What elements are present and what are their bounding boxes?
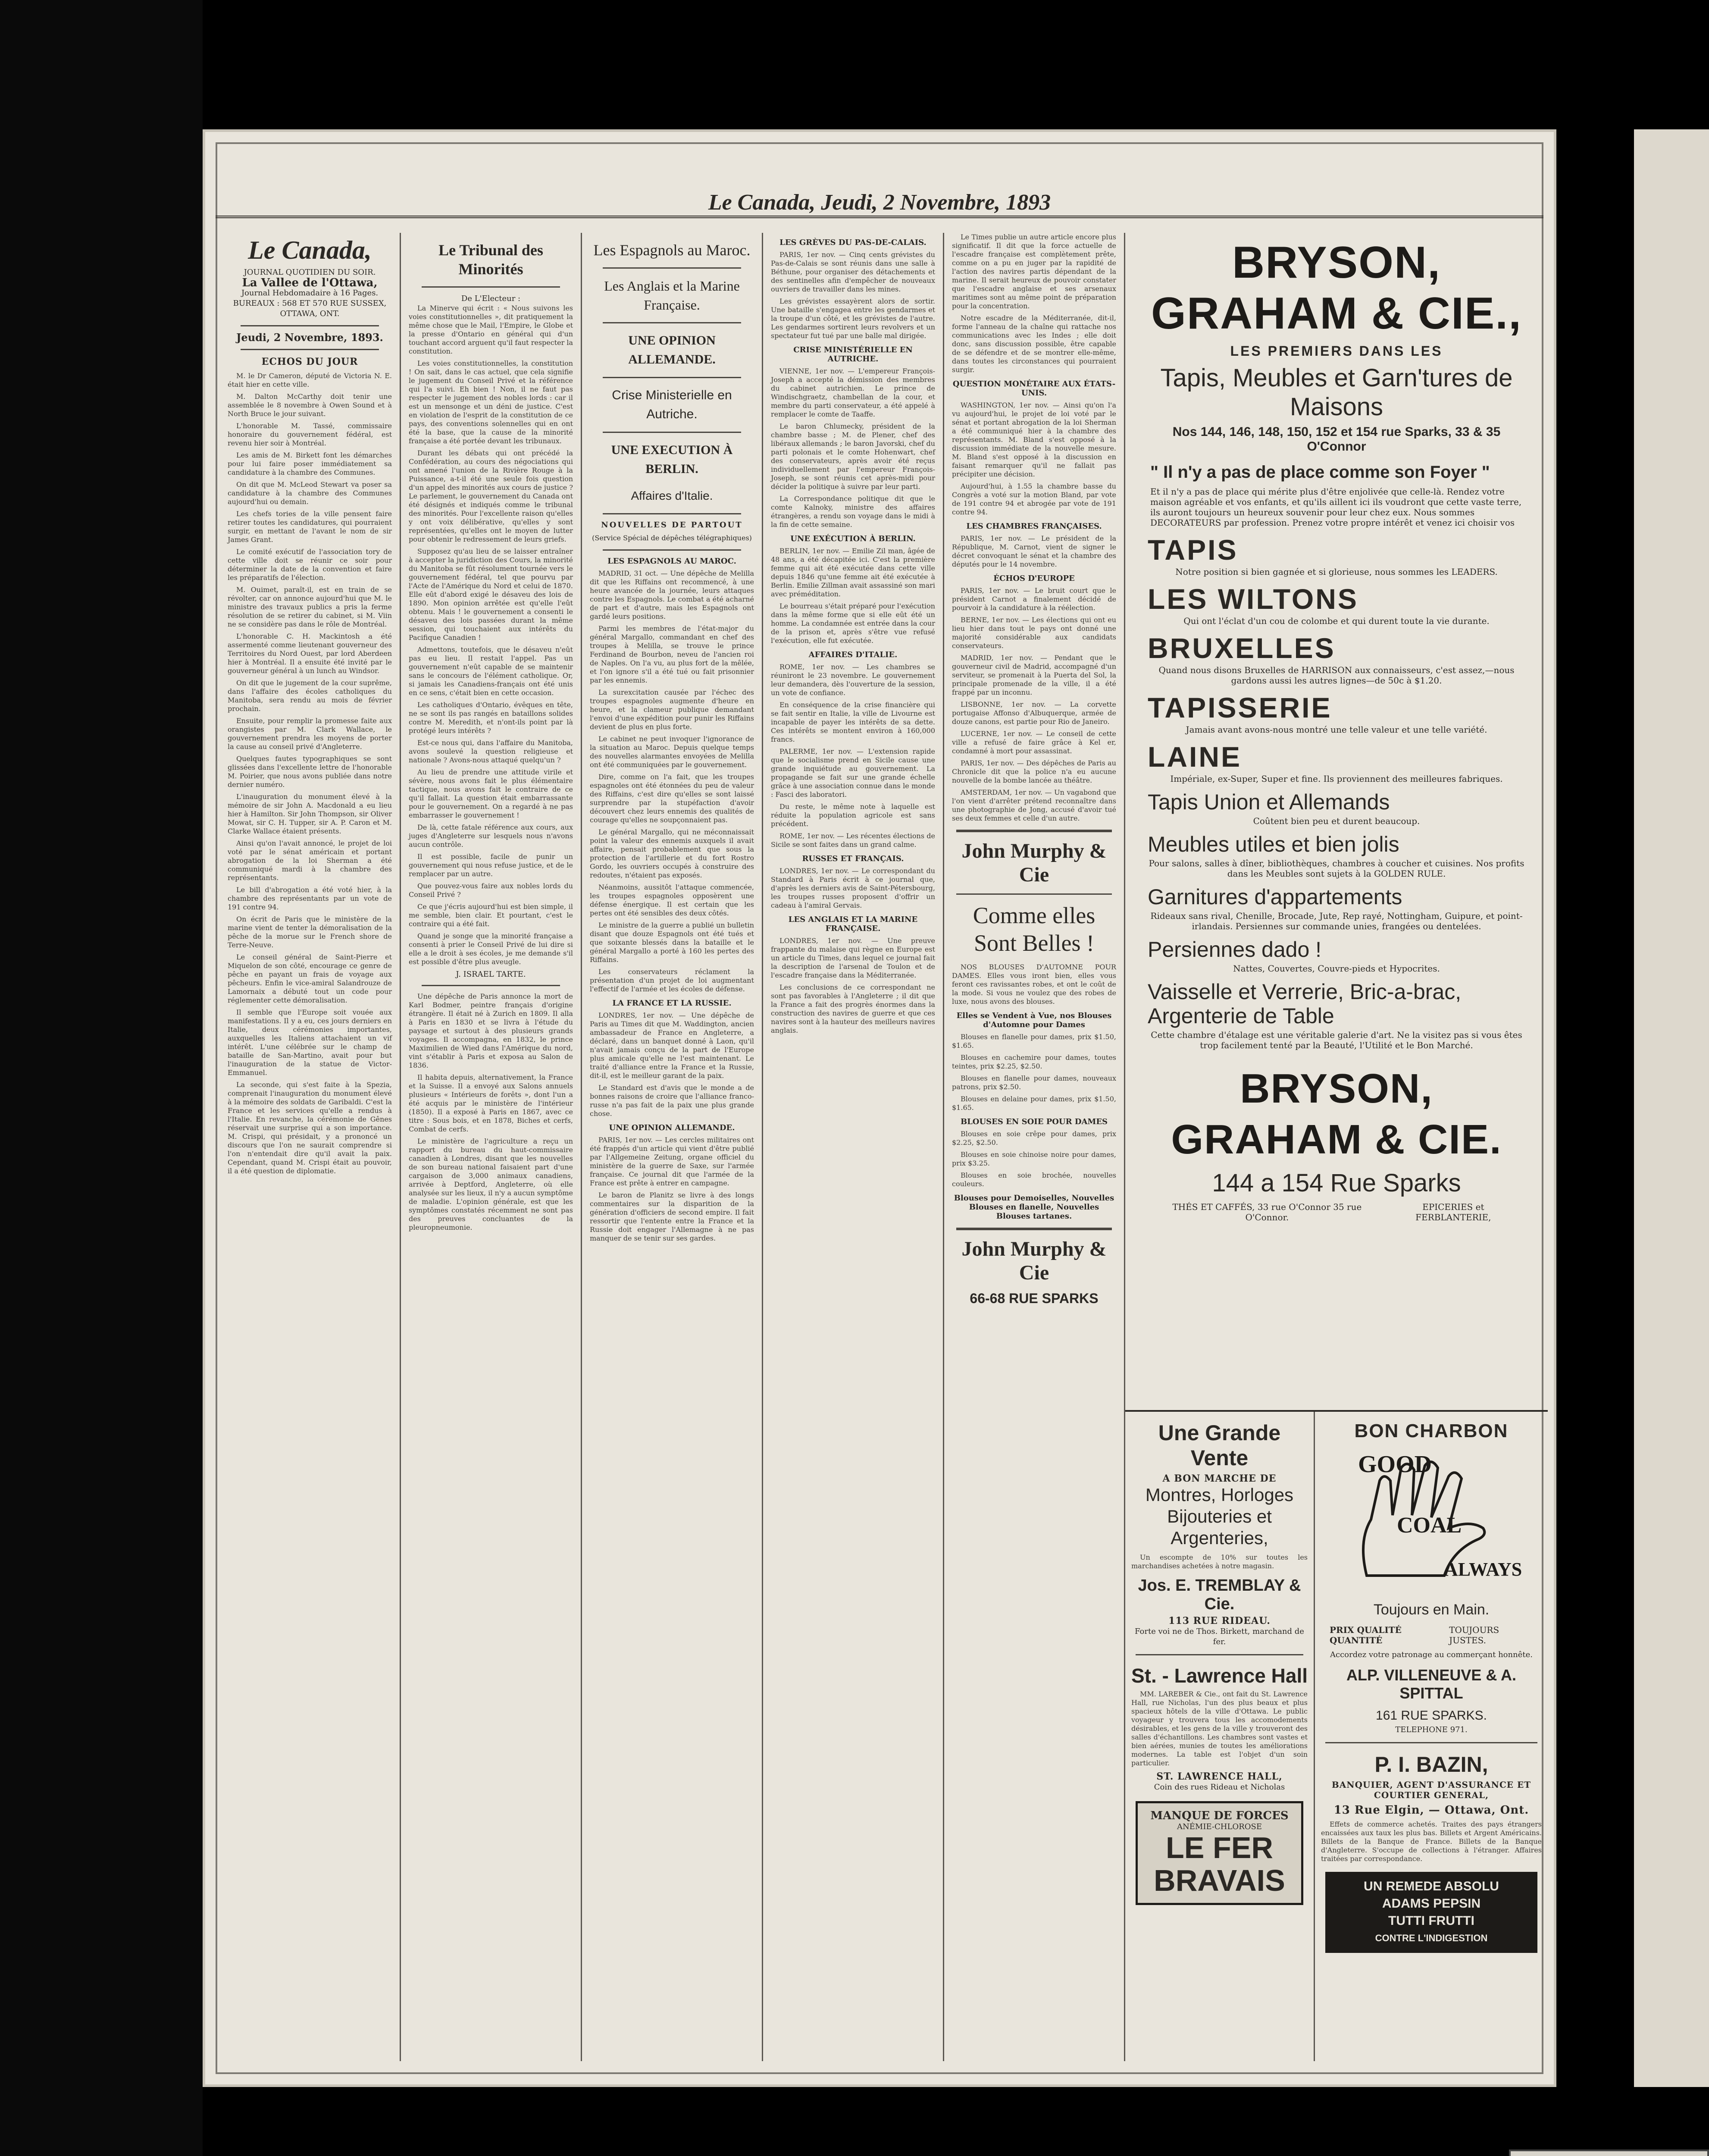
ad-vente-sub: A BON MARCHE DE [1162, 1473, 1277, 1484]
paragraph: BERNE, 1er nov. — Les élections qui ont eu lieu hier dans tout le pays ont donné une majorité considérable aux candidats conservateurs. [952, 616, 1116, 650]
paragraph: L'honorable M. Tassé, commissaire honoraire du gouvernement fédéral, est revenu hier soir à Montréal. [228, 422, 392, 447]
paragraph: LUCERNE, 1er nov. — Le conseil de cette ville a refusé de faire grâce à Kel er, condamné à mort pour assassinat. [952, 730, 1116, 755]
news-text [952, 534, 1116, 569]
ad-vente-address: 113 RUE RIDEAU. [1168, 1615, 1271, 1626]
subhead: AFFAIRES D'ITALIE. [808, 650, 898, 659]
lower-ads [1125, 1410, 1548, 2061]
news-text [590, 569, 754, 993]
list-item: Blouses en flanelle pour dames, prix $1.50, $1.65. [952, 1033, 1116, 1050]
microfilm-label [1509, 2150, 1709, 2156]
ad-fer-line1: MANQUE DE FORCES [1150, 1809, 1289, 1822]
paragraph: Le ministre de la guerre a publié un bulletin disant que douze Espagnols ont été tués et que soixante blessés dans la bataille et le général Margallo a porté à 160 les pertes des Riffains. [590, 921, 754, 964]
ad-hall-name: ST. LAWRENCE HALL, [1156, 1771, 1283, 1782]
paragraph: Du reste, le même note à laquelle est réduite la population agricole est sans précédent. [771, 802, 935, 828]
paragraph: Les conclusions de ce correspondant ne sont pas favorables à l'Angleterre ; il dit que la France a fait des progrès énormes dans la construction des navires de guerre et que ces navires sont à la hauteur des meilleurs navires anglais. [771, 983, 935, 1034]
ad-charbon-body: Accordez votre patronage au commerçant honnête. [1330, 1650, 1533, 1659]
paragraph: Les conservateurs réclament la présentation d'un projet de loi augmentant l'effectif de l'armée et les écoles de défense. [590, 968, 754, 993]
ad-remede-line2: ADAMS PEPSIN [1382, 1896, 1481, 1911]
ad-desc: Pour salons, salles à dîner, bibliothèques, chambres à coucher et cuisines. Nos profits dans les Meubles sont sujets à la GOLDEN RULE. [1149, 858, 1524, 879]
ad-desc: Nattes, Couvertes, Couvre-pieds et Hypocrites. [1233, 963, 1440, 974]
paragraph: On écrit de Paris que le ministère de la marine vient de tenter la démoralisation de la pêche de la morue sur le French shore de Terre-Neuve. [228, 915, 392, 949]
paragraph: Une dépêche de Paris annonce la mort de Karl Bodmer, peintre français d'origine étrangère. Il était né à Zurich en 1809. Il alla à Paris en 1830 et se livra à l'étude du paysage et surtout à des plusieurs grands voyages. Il accompagna, en 1832, le prince Maximilien de Wied dans l'Amérique du nord, vint s'établir à Paris et exposa au Salon de 1836. [409, 992, 573, 1069]
coal-text: COAL [1397, 1513, 1462, 1538]
ad-bryson2-footer [1142, 1202, 1531, 1222]
news-text [952, 586, 1116, 823]
ad-word-tapis-union: Tapis Union et Allemands [1148, 790, 1390, 814]
ad-charbon-justes: TOUJOURS JUSTES. [1449, 1625, 1499, 1645]
subhead: LES CHAMBRES FRANÇAISES. [966, 522, 1102, 531]
paragraph: Aujourd'hui, à 1.55 la chambre basse du Congrès a voté sur la motion Bland, par vote de 191 contre 94 et abrogée par vote de 191 contre 94. [952, 482, 1116, 516]
ad-desc: Impériale, ex-Super, Super et fine. Ils proviennent des meilleures fabriques. [1170, 774, 1503, 784]
ad-bryson-sub: LES PREMIERS DANS LES [1230, 343, 1443, 359]
ad-murphy-footer: Blouses pour Demoiselles, Nouvelles Blouses en flanelle, Nouvelles Blouses tartanes. [954, 1194, 1114, 1221]
paragraph: La surexcitation causée par l'échec des troupes espagnoles augmente d'heure en heure, et la clameur publique demandant l'envoi d'une expédition pour punir les Riffains devient de plus en plus forte. [590, 688, 754, 731]
ad-bazin-name: P. I. BAZIN, [1374, 1752, 1488, 1777]
paragraph: PARIS, 1er nov. — Le bruit court que le président Carnot a finalement décidé de pourvoir à la candidature à la réélection. [952, 586, 1116, 612]
echos-text [228, 372, 392, 1175]
paragraph: Durant les débats qui ont précédé la Confédération, au cours des négociations qui ont amené l'union de la Rivière Rouge à la Puissance, a-t-il été une seule fois question d'un appel des minorités aux cours de justice ? Le parlement, le gouvernement du Canada ont été désignés et indiqués comme le tribunal des minorités. Pour l'excellente raison qu'elles y ont voix délibérative, qu'elles y sont représentées, qu'elles ont le moyen de lutter pour obtenir le redressement de leurs griefs. [409, 449, 573, 543]
paragraph: LONDRES, 1er nov. — Une preuve frappante du malaise qui règne en Europe est un article du Times, dans lequel ce journal fait la description de l'arsenal de Toulon et de l'escadre française dans la Méditerranée. [771, 937, 935, 979]
column-2 [401, 233, 582, 2061]
paragraph: Les voies constitutionnelles, la constitution ! On sait, dans le cas actuel, que cela signifie le jugement du Conseil Privé et la référence qui l'a suivi. Eh bien ! Non, il ne faut pas respecter le jugement des nobles lords : car il est un mensonge et un déni de justice. C'est en violation de l'esprit de la constitution de ce pays, des conventions solennelles qui en ont été la base, que la cause de la minorité française a été portée devant les tribunaux. [409, 359, 573, 445]
paragraph: Le Standard est d'avis que le monde a de bonnes raisons de croire que l'alliance franco-russe n'a pas fait de la paix une plus grande chose. [590, 1084, 754, 1118]
paragraph: Il est possible, facile de punir un gouvernement qui nous refuse justice, et de le remplacer par un autre. [409, 852, 573, 878]
list-item: Blouses en soie chinoise noire pour dames, prix $3.25. [952, 1150, 1116, 1167]
lower-left-ads [1125, 1412, 1315, 2061]
ad-word-laine: LAINE [1148, 741, 1242, 773]
adjacent-page-edge [1634, 129, 1709, 2087]
paragraph: Effets de commerce achetés. Traites des pays étrangers encaissées aux taux les plus bas. Billets et Argent Américains. Billets de la Banque de France. Billets de la Banque d'Angleterre. S'occupe de collections à l'étranger. Affaires traitées par correspondance. [1321, 1820, 1542, 1863]
section-title: ECHOS DU JOUR [261, 356, 358, 367]
ad-charbon-title: BON CHARBON [1354, 1420, 1509, 1442]
column-1 [220, 233, 401, 2061]
nameplate-subtitle: JOURNAL QUOTIDIEN DU SOIR. [244, 268, 376, 277]
ad-word-wiltons: LES WILTONS [1148, 583, 1358, 615]
news-text [952, 233, 1116, 374]
paragraph: L'honorable C. H. Mackintosh a été assermenté comme lieutenant gouverneur des Territoires du Nord Ouest, par lord Aberdeen hier à Montréal. Il a ensuite été invité par le gouverneur général à un lunch au Windsor. [228, 632, 392, 675]
paragraph: Le bill d'abrogation a été voté hier, à la chambre des représentants par un vote de 191 contre 94. [228, 886, 392, 911]
paragraph: La Minerve qui écrit : « Nous suivons les voies constitutionnelles », dit pratiquement la même chose que le Mail, l'Empire, le Globe et la presse d'Ontario en général qui d'un touchant accord arguent qu'il faut respecter la constitution. [409, 304, 573, 355]
paragraph: Les grévistes essayèrent alors de sortir. Une bataille s'engagea entre les gendarmes et la troupe d'un côté, et les grévistes de l'autre. Les gendarmes sortirent leurs revolvers et un spectateur fut tué par une balle mal dirigée. [771, 297, 935, 340]
headline: UNE EXECUTION À BERLIN. [611, 443, 733, 476]
paragraph: Supposez qu'au lieu de se laisser entraîner à accepter la juridiction des Cours, la minorité du Manitoba se fût résolument tournée vers le gouvernement fédéral, tel que pourvu par l'Acte de l'Amérique du Nord et celui de 1870. Elle eût d'abord exigé le désaveu des lois de 1890. Mon opinion arrêtée est qu'elle l'eût obtenu. Mais ! le gouvernement a consenti le désaveu des lois passées durant la même session, qui touchaient aux intérêts du Pacifique Canadien ! [409, 547, 573, 642]
ad-murphy-text [952, 963, 1116, 1006]
ad-desc: Qui ont l'éclat d'un cou de colombe et qui durent toute la vie durante. [1183, 616, 1490, 626]
paragraph: MADRID, 31 oct. — Une dépêche de Melilla dit que les Riffains ont recommencé, à une heure avancée de la journée, leurs attaques contre les Espagnols. Le combat a été acharné de part et d'autre, mais les Espagnols ont gardé leurs positions. [590, 569, 754, 620]
ad-murphy-list [952, 1130, 1116, 1188]
ad-bryson-quote: " Il n'y a pas de place comme son Foyer " [1150, 463, 1490, 482]
ad-bryson [1133, 233, 1540, 1227]
ad-word-meubles: Meubles utiles et bien jolis [1148, 832, 1399, 856]
paragraph: On dit que le jugement de la cour suprême, dans l'affaire des écoles catholiques du Manitoba, sera rendu au mois de février prochain. [228, 679, 392, 713]
paragraph: Que pouvez-vous faire aux nobles lords du Conseil Privé ? [409, 882, 573, 899]
ad-bazin-title: BANQUIER, AGENT D'ASSURANCE ET COURTIER GENERAL, [1331, 1780, 1531, 1800]
ad-word-garnitures: Garnitures d'appartements [1148, 885, 1402, 909]
paragraph: PARIS, 1er nov. — Cinq cents grévistes du Pas-de-Calais se sont réunis dans une salle à Béthune, pour organiser des détachements et des sentinelles afin d'empêcher de nouveaux ouvriers de travailler dans les mines. [771, 251, 935, 293]
paragraph: Un escompte de 10% sur toutes les marchandises achetées à notre magasin. [1131, 1553, 1308, 1570]
ad-fer-line3: LE FER [1166, 1831, 1273, 1865]
paragraph: VIENNE, 1er nov. — L'empereur François-Joseph a accepté la démission des membres du cabinet autrichien. Le prince de Windischgraetz, chambellan de la cour, et membre du parti conservateur, a été appelé à remplacer le comte de Taaffe. [771, 367, 935, 418]
ad-word-tapisserie: TAPISSERIE [1148, 692, 1332, 724]
ad-desc: Cette chambre d'étalage est une véritable galerie d'art. Ne la visitez pas si vous êtes trop facilement tenté par la Beauté, l'Utilité et le Bon Marché. [1151, 1030, 1522, 1050]
list-item: Blouses en cachemire pour dames, toutes teintes, prix $2.25, $2.50. [952, 1053, 1116, 1070]
ad-bazin-body [1321, 1820, 1542, 1863]
edition-desc: Journal Hebdomadaire à 16 Pages. [241, 288, 379, 298]
paragraph: Au lieu de prendre une attitude virile et sévère, nous avons fait le plus élémentaire tactique, nous avons fait le contraire de ce qu'il fallait. La question était embarrassante pour le gouvernement. On a regardé à ne pas embarrasser le gouvernement ! [409, 768, 573, 819]
edition-name: La Vallee de l'Ottawa, [242, 276, 378, 289]
ad-word-bruxelles: BRUXELLES [1148, 632, 1336, 664]
subhead: ÉCHOS D'EUROPE [993, 574, 1075, 583]
news-text [771, 937, 935, 1035]
paragraph: Les catholiques d'Ontario, évêques en tête, ne se sont ils pas rangés en bataillons solides contre M. Meredith, et n'ont-ils point par là protégé leurs intérêts ? [409, 701, 573, 735]
paragraph: Il semble que l'Europe soit vouée aux manifestations. Il y a eu, ces jours derniers en Italie, deux cérémonies importantes, auxquelles les Italiens attachaient un vif intérêt. L'une célébrée sur le champ de bataille de San-Martino, avait pour but l'inauguration de la statue de Victor-Emmanuel. [228, 1008, 392, 1077]
ad-hall-title: St. - Lawrence Hall [1131, 1664, 1308, 1687]
ad-desc: Notre position si bien gagnée et si glorieuse, nous sommes les LEADERS. [1175, 567, 1498, 577]
headline: UNE OPINION ALLEMANDE. [628, 333, 716, 367]
paragraph: WASHINGTON, 1er nov. — Ainsi qu'on l'a vu aujourd'hui, le projet de loi voté par le sénat et portant abrogation de la loi Sherman a été communiqué hier à la chambre des représentants. M. Bland s'est opposé à la discussion immédiate de la nouvelle mesure. M. Bland s'est opposé à la discussion en faisant remarquer qu'il ne fallait pas précipiter une décision. [952, 401, 1116, 478]
news-text [771, 251, 935, 340]
news-text [590, 1136, 754, 1243]
paragraph: De là, cette fatale référence aux cours, aux juges d'Angleterre sur lesquels nous n'avons aucun contrôle. [409, 823, 573, 849]
ad-desc: Jamais avant avons-nous montré une telle valeur et une telle variété. [1186, 724, 1487, 735]
ad-vente-body [1131, 1553, 1308, 1570]
paragraph: Parmi les membres de l'état-major du général Margallo, commandant en chef des troupes à Melilla, se trouve le prince Ferdinand de Bourbon, neveu de l'ancien roi de Naples. On l'a vu, au plus fort de la mêlée, et l'on ignore s'il a été tué ou fait prisonnier par les ennemis. [590, 624, 754, 684]
paragraph: ROME, 1er nov. — Les récentes élections de Sicile se sont faites dans un grand calme. [771, 832, 935, 849]
ad-vente-name: Jos. E. TREMBLAY & Cie. [1138, 1576, 1301, 1613]
ad-bryson-name: BRYSON, GRAHAM & CIE., [1151, 238, 1522, 338]
ad-bryson-body: Et il n'y a pas de place qui mérite plus d'être enjolivée que celle-là. Rendez votre maison agréable et vos enfants, et qu'ils aillent ici ils voudront que cette vaste terre, ils auront toujours un heureux souvenir pour leur chez eux. Nous sommes DECORATEURS par profession. Prenez votre propre intérêt et venez ici choisir vos [1150, 486, 1522, 528]
subhead: LES GRÈVES DU PAS-DE-CALAIS. [779, 238, 926, 247]
article-signature: J. ISRAEL TARTE. [456, 970, 526, 979]
news-text [771, 367, 935, 529]
paragraph: La Correspondance politique dit que le comte Kalnoky, ministre des affaires étrangères, a rendu son voyage dans le midi à la fin de cette semaine. [771, 495, 935, 529]
ad-word-tapis: TAPIS [1148, 534, 1238, 566]
news-text [771, 867, 935, 910]
ad-word-persiennes: Persiennes dado ! [1148, 937, 1322, 962]
paragraph: Notre escadre de la Méditerranée, dit-il, forme l'anneau de la chaîne qui rattache nos communications avec les Indes ; elle doit donc, sans discussion possible, être capable de se défendre et de se montrer elle-même, dans toutes les circonstances qui pourraient surgir. [952, 314, 1116, 374]
ad-fer-line4: BRAVAIS [1154, 1864, 1285, 1897]
paragraph: LONDRES, 1er nov. — Le correspondant du Standard à Paris écrit à ce journal que, d'après les derniers avis de Saint-Pétersbourg, les troupes russes proposent d'offrir un cadeau à l'amiral Gervais. [771, 867, 935, 909]
paragraph: M. le Dr Cameron, député de Victoria N. E. était hier en cette ville. [228, 372, 392, 389]
paragraph: PARIS, 1er nov. — Le président de la République, M. Carnot, vient de signer le décret convoquant le sénat et la chambre des députés pour le 14 novembre. [952, 534, 1116, 568]
subhead: LES ESPAGNOLS AU MAROC. [607, 557, 736, 566]
ad-vente-items: Montres, Horloges Bijouteries et Argenteries, [1145, 1485, 1294, 1548]
list-item: Blouses en soie crêpe pour dames, prix $2.25, $2.50. [952, 1130, 1116, 1147]
paragraph: Quelques fautes typographiques se sont glissées dans l'excellente lettre de l'honorable M. Poirier, que nous avons publiée dans notre dernier numéro. [228, 755, 392, 789]
ad-vente-note: Forte voi ne de Thos. Birkett, marchand de fer. [1135, 1627, 1304, 1646]
paragraph: Le comité exécutif de l'association tory de cette ville doit se réunir ce soir pour déterminer la date de la convention et faire les préparatifs de l'élection. [228, 548, 392, 582]
ad-bryson-line: Tapis, Meubles et Garn'tures de Maisons [1160, 364, 1513, 421]
paragraph: LISBONNE, 1er nov. — La corvette portugaise Affonso d'Albuquerque, armée de douze canons, est partie pour Rio de Janeiro. [952, 700, 1116, 726]
paragraph: Ainsi qu'on l'avait annoncé, le projet de loi voté par le sénat américain et portant abrogation de la loi Sherman a été communiqué mardi à la chambre des représentants. [228, 839, 392, 882]
news-text [409, 992, 573, 1232]
ad-bryson2-address: 144 a 154 Rue Sparks [1212, 1169, 1461, 1197]
news-text [590, 1011, 754, 1118]
paragraph: Le bourreau s'était préparé pour l'exécution dans la même forme que si elle eût été un homme. La condamnée est entrée dans la cour de la prison et, après s'être vue refusé l'exécution, elle fut exécutée. [771, 602, 935, 645]
paragraph: Les amis de M. Birkett font les démarches pour lui faire poser immédiatement sa candidature à la chambre des Communes. [228, 451, 392, 476]
headline: Les Anglais et la Marine Française. [604, 278, 740, 313]
ad-murphy-address: 66-68 RUE SPARKS [970, 1291, 1099, 1306]
ad-murphy-name: John Murphy & Cie [961, 840, 1107, 886]
paragraph: L'inauguration du monument élevé à la mémoire de sir John A. Macdonald a eu lieu hier à Hamilton. Sir John Thompson, sir Oliver Mowat, sir C. H. Tupper, sir A. P. Caron et M. Clarke Wallace étaient présents. [228, 793, 392, 835]
paragraph: Quand je songe que la minorité française a consenti à prier le Conseil Privé de lui dire si elle a le droit à ses écoles, je me demande s'il est possible d'être plus aveugle. [409, 932, 573, 966]
list-item: Blouses en flanelle pour dames, nouveaux patrons, prix $2.50. [952, 1074, 1116, 1091]
ad-bazin-address: 13 Rue Elgin, — Ottawa, Ont. [1333, 1804, 1529, 1817]
column-5 [944, 233, 1125, 2061]
news-text [952, 401, 1116, 517]
paragraph: MM. LAREBER & Cie., ont fait du St. Lawrence Hall, rue Nicholas, l'un des plus beaux et plus spacieux hôtels de la ville d'Ottawa. Le public voyageur y trouvera tous les accomodements désirables, et les gens de la ville y trouveront des salles d'échantillons. Les chambres sont vastes et bien aérées, munies de toutes les améliorations modernes. La table est l'objet d'un soin particulier. [1131, 1690, 1308, 1767]
ad-bryson2-right: EPICERIES et FERBLANTERIE, [1415, 1202, 1491, 1222]
paragraph: Le baron Chlumecky, président de la chambre basse ; M. de Plener, chef des libéraux allemands ; le baron Javorski, chef du parti polonais et le comte Hohenwart, chef des conservateurs, après avoir été reçus individuellement par l'empereur François-Joseph, se sont réunis cet après-midi pour décider la politique à suivre par leur parti. [771, 422, 935, 491]
ad-charbon-row [1321, 1625, 1542, 1645]
list-item: Blouses en soie brochée, nouvelles couleurs. [952, 1171, 1116, 1188]
ad-fer-line2: ANÉMIE-CHLOROSE [1177, 1822, 1262, 1831]
good-text: GOOD [1358, 1451, 1432, 1478]
news-text [771, 663, 935, 849]
ad-alp-telephone: TELEPHONE 971. [1395, 1725, 1468, 1734]
paragraph: Dire, comme on l'a fait, que les troupes espagnoles ont été étonnées du peu de valeur des Riffains, c'est dire qu'elles se sont laissé surprendre par la stupéfaction d'avoir découvert chez leurs ennemis des qualités de courage qu'elles ne soupçonnaient pas. [590, 773, 754, 824]
paragraph: La seconde, qui s'est faite à la Spezia, comprenait l'inauguration du monument élevé à la mémoire des soldats de Garibaldi. C'est la France et les services qu'elle a rendus à l'Italie. En revanche, la cérémonie de Gênes réservait une surprise qui a son importance. M. Crispi, qui présidait, y a prononcé un discours que l'on ne saurait comprendre si l'on n'entendait dire qu'il avait la paix. Cependant, quand M. Crispi était au pouvoir, il a été question de diplomatie. [228, 1081, 392, 1175]
paragraph: Le conseil général de Saint-Pierre et Miquelon de son côté, encourage ce genre de pêche en payant un frais de voyage aux pêcheurs. Enfin le vice-amiral Salandrouze de Lamornaix a débuté tout un code pour réglementer cette démoralisation. [228, 953, 392, 1004]
lower-right-ads [1315, 1412, 1548, 2061]
ad-alp-name: ALP. VILLENEUVE & A. SPITTAL [1346, 1666, 1517, 1702]
paragraph: LONDRES, 1er nov. — Une dépêche de Paris au Times dit que M. Waddington, ancien ambassadeur de France en Angleterre, a déclaré, dans un banquet donné à Laon, qu'il n'avait jamais conçu de la part de l'Europe plus amicale qu'elle ne l'est maintenant. Le traité d'alliance entre la France et la Russie, dit-il, est le meilleur garant de la paix. [590, 1011, 754, 1080]
paragraph: Néanmoins, aussitôt l'attaque commencée, les troupes espagnoles opposèrent une défense énergique. Il est certain que les pertes ont été sensibles des deux côtés. [590, 883, 754, 917]
ad-hall-body [1131, 1690, 1308, 1767]
paragraph: MADRID, 1er nov. — Pendant que le gouverneur civil de Madrid, accompagné d'un serviteur, se promenait à la Puerta del Sol, la principale promenade de la ville, il a été frappé par un inconnu. [952, 654, 1116, 696]
ad-murphy-subhead: Elles se Vendent à Vue, nos Blouses d'Automne pour Dames [956, 1011, 1112, 1029]
paragraph: BERLIN, 1er nov. — Emilie Zil man, âgée de 48 ans, a été décapitée ici. C'est la première femme qui ait été exécutée dans cette ville depuis 1846 qu'une femme ait été exécutée à Berlin. Emilie Zillman avait assassiné son mari avec préméditation. [771, 547, 935, 598]
always-text: ALWAYS [1444, 1559, 1522, 1580]
paragraph: Le Times publie un autre article encore plus significatif. Il dit que la force actuelle de l'escadre française est complètement prête, comme on a pu en juger par la rapidité de l'action des navires partis dépendant de la marine. Il serait heureux de pouvoir constater que l'escadre anglaise et ses arsenaux maritimes sont au même point de préparation pour la concentration. [952, 233, 1116, 310]
ads-column [1125, 233, 1548, 2061]
ad-bryson2-left: THÉS ET CAFFÉS, 33 rue O'Connor 35 rue O'Connor. [1172, 1202, 1362, 1222]
ad-bryson-address: Nos 144, 146, 148, 150, 152 et 154 rue Sparks, 33 & 35 O'Connor [1172, 425, 1501, 454]
ad-murphy-headline: Comme elles Sont Belles ! [973, 903, 1096, 956]
news-text [771, 547, 935, 645]
paragraph: Ce que j'écris aujourd'hui est bien simple, il me semble, bien clair. Et pourtant, c'est le contraire qui a été fait. [409, 903, 573, 928]
section-title: NOUVELLES DE PARTOUT [601, 520, 743, 530]
paragraph: PARIS, 1er nov. — Les cercles militaires ont été frappés d'un article qui vient d'être publié par l'Allgemeine Zeitung, organe officiel du ministère de la guerre de Saxe, sur l'armée française. Ce journal dit que l'armée de la France est prête à entrer en campagne. [590, 1136, 754, 1187]
ad-desc: Rideaux sans rival, Chenille, Brocade, Jute, Rep rayé, Nottingham, Guipure, et point-irlandais. Persiennes sur commande unies, frangées ou dentelées. [1150, 911, 1523, 931]
newspaper-page [203, 129, 1556, 2087]
paragraph: Le cabinet ne peut invoquer l'ignorance de la situation au Maroc. Depuis quelque temps des nouvelles alarmantes envoyées de Melilla ont été communiquées par le gouvernement. [590, 735, 754, 769]
paragraph: M. Dalton McCarthy doit tenir une assemblée le 8 novembre à Owen Sound et à North Bruce le jour suivant. [228, 392, 392, 418]
paragraph: Il habita depuis, alternativement, la France et la Suisse. Il a envoyé aux Salons annuels plusieurs « Intérieurs de forêts », dont l'un a été acquis par le ministère de l'intérieur (1850). Il a exposé à Paris en 1867, avec ce titre : Sous bois, et en 1878, Biches et cerfs, Combat de cerfs. [409, 1073, 573, 1133]
paragraph: Le général Margallo, qui ne méconnaissait point la valeur des ennemis auxquels il avait affaire, pensait probablement que sous la protection de l'artillerie et du fort Rostro Gordo, les ouvriers occupés à construire des redoutes, n'étaient pas exposés. [590, 828, 754, 879]
headline: Affaires d'Italie. [631, 489, 713, 502]
nameplate: Le Canada, [248, 236, 372, 264]
subhead: RUSSES ET FRANÇAIS. [802, 854, 904, 863]
ad-alp-address: 161 RUE SPARKS. [1376, 1708, 1487, 1723]
paragraph: ROME, 1er nov. — Les chambres se réuniront le 23 novembre. Le gouvernement leur demandera, dès l'ouverture de la session, un vote de confiance. [771, 663, 935, 697]
article-text [409, 304, 573, 966]
paragraph: NOS BLOUSES D'AUTOMNE POUR DAMES. Elles vous iront bien, elles vous feront ces ravissantes robes, et ont le coût de la mode. Si vous ne voulez que des robes de luxe, nous avons des blouses. [952, 963, 1116, 1006]
paragraph: On dit que M. McLeod Stewart va poser sa candidature à la chambre des Communes aujourd'hui ou demain. [228, 480, 392, 506]
subhead: LES ANGLAIS ET LA MARINE FRANÇAISE. [788, 915, 918, 933]
column-3 [582, 233, 763, 2061]
issue-date: Jeudi, 2 Novembre, 1893. [236, 331, 383, 344]
subhead: UNE EXÉCUTION À BERLIN. [790, 534, 916, 543]
hand-icon [1341, 1446, 1522, 1593]
ad-charbon-prix: PRIX QUALITÉ QUANTITÉ [1330, 1625, 1402, 1645]
ad-bryson2-name: BRYSON, GRAHAM & CIE. [1171, 1065, 1502, 1163]
paragraph: Admettons, toutefois, que le désaveu n'eût pas eu lieu. Il restait l'appel. Pas un gouvernement n'eût capable de se maintenir sans le concours de l'élément catholique. Or, si jamais les Canadiens-français ont été unis en ce sens, c'était bien en cette occasion. [409, 646, 573, 697]
ad-vente-title: Une Grande Vente [1158, 1421, 1281, 1470]
headline: Crise Ministerielle en Autriche. [612, 388, 732, 421]
ad-remede-line4: CONTRE L'INDIGESTION [1375, 1933, 1488, 1943]
paragraph: PALERME, 1er nov. — L'extension rapide que le socialisme prend en Sicile cause une grande inquiétude au gouvernement. La propagande se fait sur une grande échelle grâce à une association connue dans le monde : Fasci des laboratori. [771, 747, 935, 799]
ad-desc: Quand nous disons Bruxelles de HARRISON aux connaisseurs, c'est assez,—nous gardons aussi les autres lignes—de 50c à $1.20. [1158, 665, 1515, 686]
paragraph: M. Ouimet, paraît-il, est en train de se révolter, car on annonce aujourd'hui que M. le ministre des travaux publics a pris la ferme résolution de se retirer du cabinet, si M. Viin ne se considère pas dans le rôle de Montréal. [228, 586, 392, 628]
paragraph: AMSTERDAM, 1er nov. — Un vagabond que l'on vient d'arrêter prétend reconnaître dans une photographie de Jong, accusé d'avoir tué ses deux femmes et celle d'un autre. [952, 788, 1116, 822]
paragraph: PARIS, 1er nov. — Des dépêches de Paris au Chronicle dit que la police n'a eu aucune nouvelle de la bombe lancée au théâtre. [952, 759, 1116, 784]
hand-illustration [1321, 1446, 1542, 1595]
ad-fer-bravais [1136, 1801, 1303, 1905]
ad-word-vaisselle: Vaisselle et Verrerie, Bric-a-brac, Argenterie de Table [1148, 980, 1462, 1028]
subhead: UNE OPINION ALLEMANDE. [609, 1123, 735, 1132]
subhead: CRISE MINISTÉRIELLE EN AUTRICHE. [793, 345, 913, 364]
subhead: LA FRANCE ET LA RUSSIE. [612, 999, 732, 1008]
paragraph: Est-ce nous qui, dans l'affaire du Manitoba, avons soulevé la question religieuse et nationale ? Avons-nous attaqué quelqu'un ? [409, 739, 573, 764]
service-note: (Service Spécial de dépêches télégraphiques) [592, 534, 752, 542]
article-source: De L'Electeur : [461, 294, 521, 303]
headline: Les Espagnols au Maroc. [593, 241, 751, 259]
dateline: Le Canada, Jeudi, 2 Novembre, 1893 [216, 190, 1543, 218]
ad-remede [1325, 1872, 1537, 1953]
microfilm-margin [0, 0, 203, 2156]
paragraph: En conséquence de la crise financière qui se fait sentir en Italie, la ville de Livourne est incapable de payer les intérêts de sa dette. Ces intérêts se montent environ à 160,000 francs. [771, 701, 935, 743]
paragraph: Les chefs tories de la ville pensent faire retirer toutes les candidatures, qui pourraient surgir, en mettant de l'avant le nom de sir James Grant. [228, 510, 392, 544]
ad-hall-address: Coin des rues Rideau et Nicholas [1154, 1783, 1285, 1792]
paragraph: Le ministère de l'agriculture a reçu un rapport du bureau du haut-commissaire canadien à Londres, disant que les nouvelles de son bureau national faisaient part d'une cargaison de 3,000 animaux canadiens, arrivée à Deptford, Angleterre, où elle analysée sur les lieux, il n'y a aucun symptôme de maladie. L'opinion générale, est que les symptômes constatés récemment ne sont pas des preuves concluantes de la pleuropneumonie. [409, 1137, 573, 1232]
column-4 [763, 233, 944, 2061]
ad-remede-line1: UN REMEDE ABSOLU [1364, 1879, 1499, 1893]
subhead: QUESTION MONÉTAIRE AUX ÉTATS-UNIS. [952, 379, 1116, 398]
office-address: BUREAUX : 568 ET 570 RUE SUSSEX, OTTAWA, ONT. [233, 299, 387, 318]
list-item: Blouses en delaine pour dames, prix $1.50, $1.65. [952, 1095, 1116, 1112]
paragraph: Ensuite, pour remplir la promesse faite aux orangistes par M. Clark Wallace, le gouvernement prendra les moyens de porter la cause au conseil privé d'Angleterre. [228, 717, 392, 751]
ad-charbon-main: Toujours en Main. [1373, 1601, 1490, 1618]
ad-desc: Coûtent bien peu et durent beaucoup. [1253, 816, 1420, 826]
article-title: Le Tribunal des Minorités [438, 241, 543, 278]
ad-remede-line3: TUTTI FRUTTI [1388, 1914, 1474, 1928]
paragraph: Le baron de Planitz se livre à des longs commentaires sur la disparition de la génération d'officiers de second empire. Il fait ressortir que l'entente entre la France et la Russie doit engager l'Allemagne à ne pas manquer de se tenir sur ses gardes. [590, 1191, 754, 1242]
ad-murphy-name: John Murphy & Cie [961, 1238, 1107, 1284]
ad-murphy-subhead: BLOUSES EN SOIE POUR DAMES [960, 1117, 1108, 1126]
ad-murphy-list [952, 1033, 1116, 1112]
